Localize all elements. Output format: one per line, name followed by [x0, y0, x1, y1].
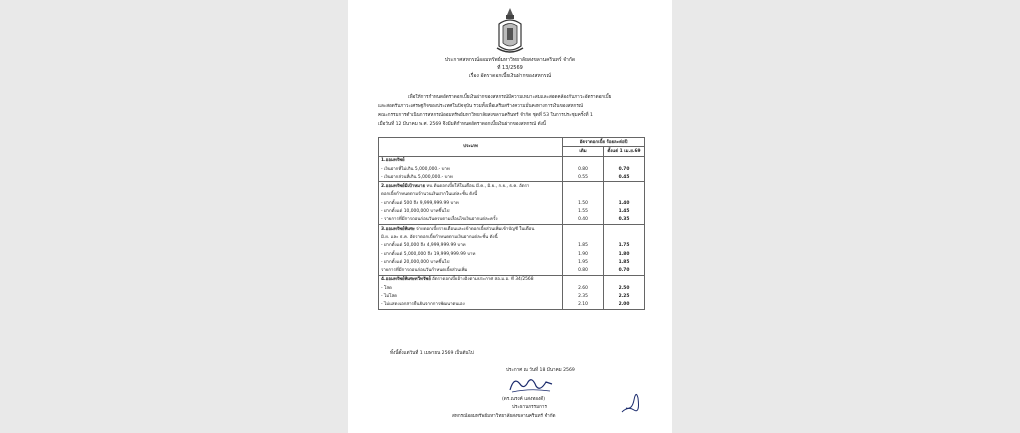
rate-new: 0.45: [604, 173, 645, 182]
document-number: ที่ 13/2569: [497, 65, 523, 71]
paragraph-line: เพื่อให้การกำหนดอัตราดอกเบี้ยเงินฝากของสหกรณ์มีความเหมาะสมและสอดคล้องกับภาวะอัตราดอกเบี้ย: [408, 95, 612, 100]
row-label: รายการที่มีการถอนก่อนวันกำหนดเบี้ยส่วนเพิ่ม: [379, 266, 563, 275]
rate-new: [604, 156, 645, 165]
rate-new: 2.00: [604, 301, 645, 310]
rate-old: 1.95: [563, 258, 604, 266]
table-row: [379, 182, 645, 191]
handwritten-signature: [506, 374, 556, 396]
university-seal-logo: [491, 6, 529, 58]
table-row: [379, 275, 645, 284]
table-row: [379, 301, 645, 310]
rate-new: 0.70: [604, 266, 645, 275]
rate-new: [604, 224, 645, 233]
document-title: ประกาศสหกรณ์ออมทรัพย์มหาวิทยาลัยสงขลานครินทร์ จำกัด: [444, 57, 576, 63]
rate-old: [563, 233, 604, 241]
rate-new: 2.50: [604, 284, 645, 292]
rate-new: 2.25: [604, 292, 645, 300]
rate-old: [563, 156, 604, 165]
row-label: - เงินฝากที่ไม่เกิน 5,000,000.- บาท: [379, 165, 563, 173]
section-title: 2.ออมทรัพย์มีเป้าหมาย: [381, 184, 426, 190]
header-old: เดิม: [563, 147, 604, 156]
paragraph-line: เมื่อวันที่ 12 มีนาคม พ.ศ. 2569 จึงมีมติกำหนดอัตราดอกเบี้ยเงินฝากของสหกรณ์ ดังนี้: [378, 122, 546, 127]
row-label: [379, 224, 563, 233]
rate-old: [563, 224, 604, 233]
section-title: 4.ออมทรัพย์พิเศษทวีทรัพย์: [381, 277, 431, 283]
rate-new: [604, 275, 645, 284]
signer-organization: สหกรณ์ออมทรัพย์มหาวิทยาลัยสงขลานครินทร์ จำกัด: [452, 414, 556, 419]
row-label: - เงินฝากส่วนที่เกิน 5,000,000.- บาท: [379, 173, 563, 182]
section-note: ทบ.ต้นดอกเบี้ยให้ในเดือน มี.ค., มิ.ย., ก.ย., ธ.ค. อัตรา: [425, 184, 530, 190]
row-label: มิ.ย. และ ธ.ค. อัตราดอกเบี้ยกำหนดตามเงินฝากแต่ละชั้น ดังนี้: [379, 233, 563, 241]
rate-old: 2.35: [563, 292, 604, 300]
row-label: - ฝากตั้งแต่ 50,000 ถึง 4,999,999.99 บาท: [379, 242, 563, 250]
row-label: - ฝากตั้งแต่ 20,000,000 บาทขึ้นไป: [379, 258, 563, 266]
section-title: 1.ออมทรัพย์: [381, 158, 405, 164]
header-rate: อัตราดอกเบี้ย ร้อยละต่อปี: [563, 138, 645, 147]
table-row: [379, 266, 645, 275]
rate-old: 2.60: [563, 284, 604, 292]
rate-old: 1.50: [563, 199, 604, 207]
rate-old: 0.40: [563, 216, 604, 225]
rate-old: 0.80: [563, 266, 604, 275]
rate-new: 0.70: [604, 165, 645, 173]
table-row: [379, 191, 645, 199]
section-title: 3.ออมทรัพย์พิเศษ: [381, 226, 415, 232]
signer-name: (ดร.ณรงค์ แสงทองดี): [502, 397, 546, 402]
row-label: - ฝากตั้งแต่ 10,000,000 บาทขึ้นไป: [379, 207, 563, 215]
rate-old: 2.10: [563, 301, 604, 310]
document-subject: เรื่อง อัตราดอกเบี้ยเงินฝากของสหกรณ์: [468, 73, 552, 79]
table-row: [379, 242, 645, 250]
signer-position: ประธานกรรมการ: [512, 405, 547, 410]
table-row: [379, 156, 645, 165]
table-row: [379, 165, 645, 173]
rate-new: 1.40: [604, 199, 645, 207]
effective-date: ทั้งนี้ตั้งแต่วันที่ 1 เมษายน 2569 เป็นต้นไป: [390, 351, 474, 356]
rate-new: 1.80: [604, 250, 645, 258]
row-label: - รายการที่มีการถอนก่อนวันครบตามเงื่อนไขเงินฝากแต่ละครั้ง: [379, 216, 563, 225]
table-row: [379, 292, 645, 300]
announced-date: ประกาศ ณ วันที่ 18 มีนาคม 2569: [506, 368, 575, 373]
rate-new: 1.85: [604, 258, 645, 266]
header-new: ตั้งแต่ 1 เม.ย.69: [604, 147, 645, 156]
header-type: ประเภท: [379, 138, 563, 157]
paragraph-line: คณะกรรมการดำเนินการสหกรณ์ออมทรัพย์มหาวิทยาลัยสงขลานครินทร์ จำกัด ชุดที่ 53 ในการประชุมครั้งที่ 1: [378, 113, 593, 118]
row-label: [379, 275, 563, 284]
rate-old: 0.55: [563, 173, 604, 182]
rate-new: [604, 233, 645, 241]
rate-old: [563, 275, 604, 284]
interest-rate-table: [378, 137, 645, 310]
document-page: [348, 0, 672, 433]
table-row: [379, 173, 645, 182]
table-row: [379, 233, 645, 241]
rate-old: 0.80: [563, 165, 604, 173]
section-note: อัตราดอกเบี้ยอ้างอิงตามประกาศ สอ.ม.อ. ที่ 34/2568: [430, 277, 534, 283]
rate-old: 1.85: [563, 242, 604, 250]
rate-new: 1.75: [604, 242, 645, 250]
table-row: [379, 207, 645, 215]
initial-signature: [618, 388, 642, 416]
row-label: ดอกเบี้ยกำหนดตามจำนวนเงินฝากในแต่ละชั้น ดังนี้: [379, 191, 563, 199]
row-label: - ไม่แสดงเอกสารยืนยันจากการพัฒนาตนเอง: [379, 301, 563, 310]
table-row: [379, 284, 645, 292]
rate-old: 1.55: [563, 207, 604, 215]
table-row: [379, 199, 645, 207]
table-row: [379, 224, 645, 233]
row-label: [379, 156, 563, 165]
row-label: - ไม่โสด: [379, 292, 563, 300]
table-row: [379, 216, 645, 225]
row-label: - ฝากตั้งแต่ 500 ถึง 9,999,999.99 บาท: [379, 199, 563, 207]
rate-new: [604, 182, 645, 191]
rate-old: 1.90: [563, 250, 604, 258]
row-label: - โสด: [379, 284, 563, 292]
rate-new: [604, 191, 645, 199]
rate-old: [563, 182, 604, 191]
section-note: จ่ายดอกเบี้ยรายเดือนและเข้าดอกเบี้ยส่วนเพิ่มเข้าบัญชี ในเดือน: [414, 226, 535, 232]
table-row: [379, 250, 645, 258]
paragraph-line: และสอดรับภาวะเศรษฐกิจของประเทศในปัจจุบัน รวมทั้งเพื่อเสริมสร้างความมั่นคงทางการเงินของสหกรณ์: [378, 104, 584, 109]
rate-old: [563, 191, 604, 199]
row-label: [379, 182, 563, 191]
table-row: [379, 258, 645, 266]
rate-new: 1.45: [604, 207, 645, 215]
row-label: - ฝากตั้งแต่ 5,000,000 ถึง 19,999,999.99 บาท: [379, 250, 563, 258]
rate-new: 0.35: [604, 216, 645, 225]
